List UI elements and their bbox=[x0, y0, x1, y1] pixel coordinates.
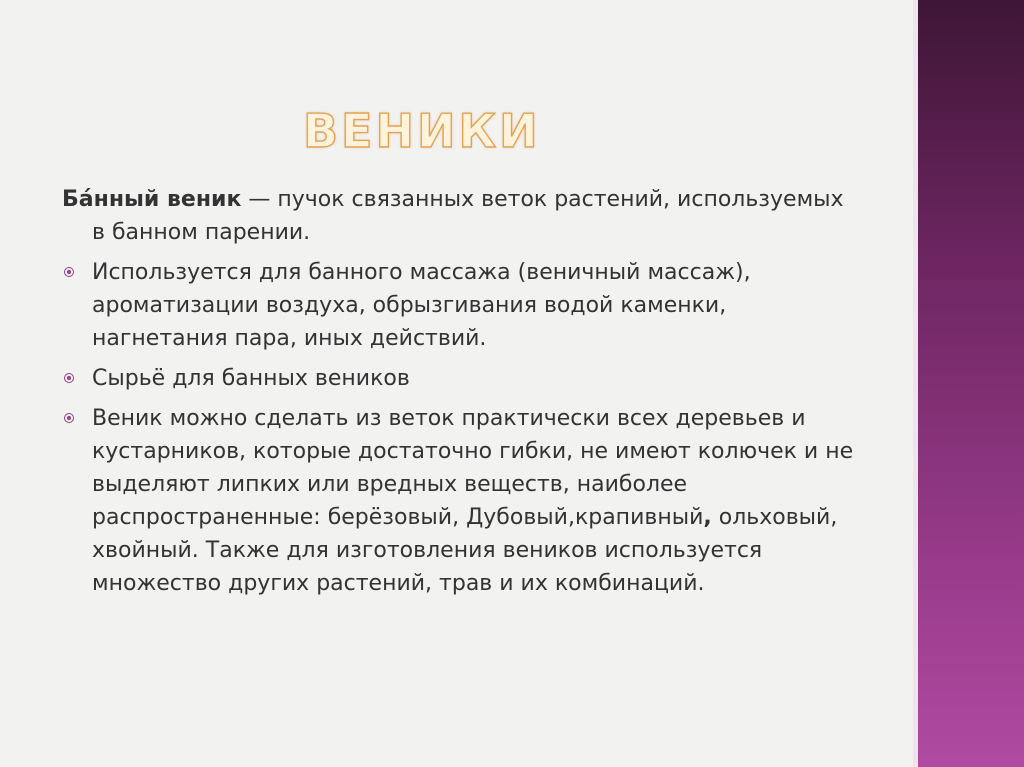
intro-paragraph bbox=[62, 183, 862, 249]
intro-definition: — пучок связанных веток растений, используемых в банном парении. bbox=[92, 187, 844, 245]
bullet-item-massage bbox=[62, 256, 862, 355]
bullet-text: Используется для банного массажа (веничный массаж), ароматизации воздуха, обрызгивания водой каменки, нагнетания пара, иных действий. bbox=[92, 260, 751, 351]
intro-term: Ба́нный веник bbox=[62, 187, 242, 212]
bold-comma: , bbox=[703, 505, 712, 530]
bullet-text: Сырьё для банных веников bbox=[92, 366, 410, 391]
decorative-side-bar bbox=[913, 0, 1024, 767]
bullet-text-main: Веник можно сделать из веток практически всех деревьев и кустарников, которые достаточно гибки, не имеют колючек и не выделяют липких или вредных веществ, наиболее распространенные: берёзовый, Дубовый,крапивный bbox=[92, 406, 854, 530]
bullet-icon bbox=[64, 267, 74, 277]
bullet-item-broom-types bbox=[62, 402, 862, 600]
bullet-icon bbox=[64, 413, 74, 423]
bullet-icon bbox=[64, 373, 74, 383]
slide-title: ВЕНИКИ bbox=[303, 104, 541, 158]
side-bar-edge bbox=[913, 0, 918, 767]
bullet-item-raw-materials bbox=[62, 362, 862, 395]
slide-content bbox=[62, 183, 862, 607]
bullet-text-tail: ольховый, хвойный. Также для изготовления веников используется множество других растений, трав и их комбинаций. bbox=[92, 505, 838, 596]
